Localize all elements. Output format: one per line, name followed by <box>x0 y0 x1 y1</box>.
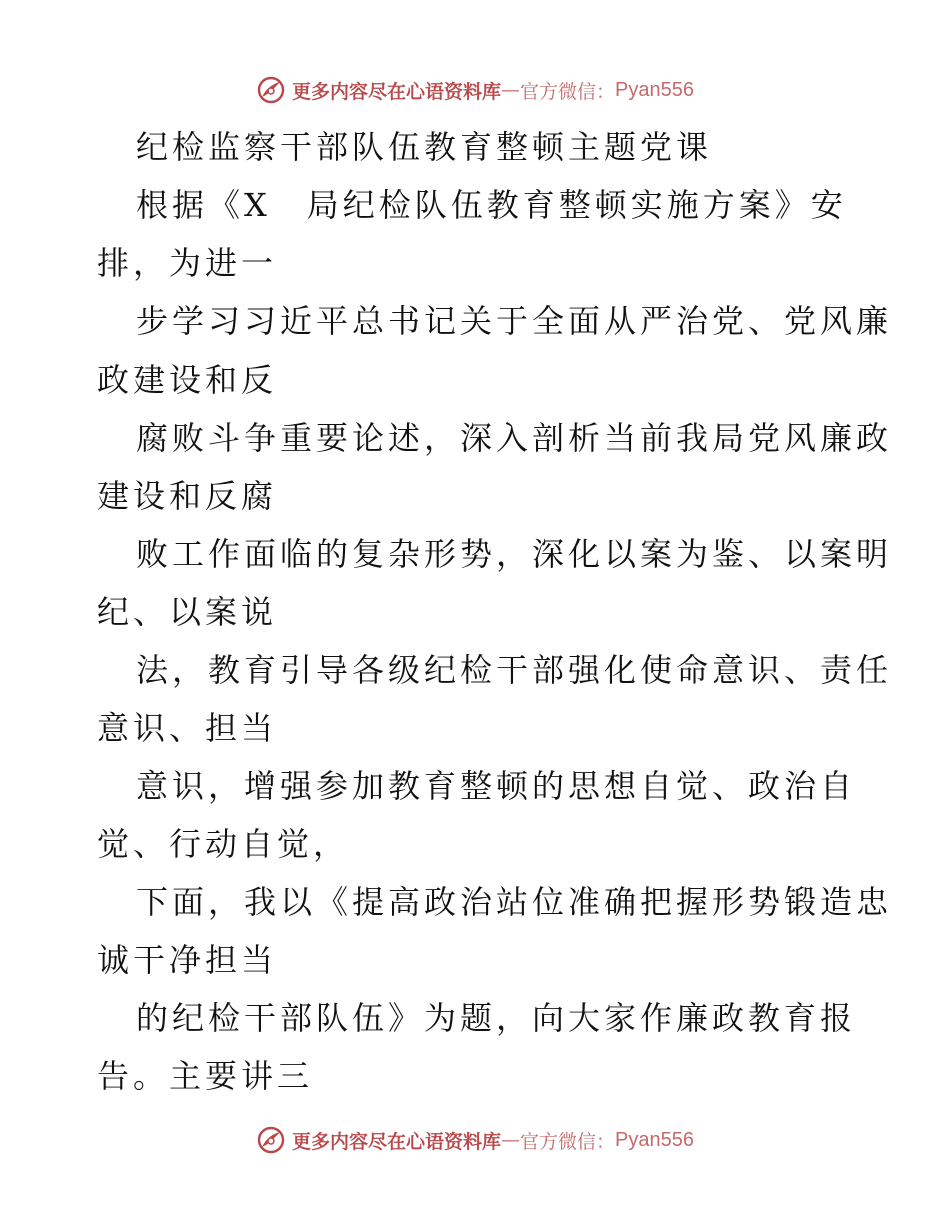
header-banner <box>0 70 950 110</box>
banner-wechat-id: Pyan556 <box>615 78 694 101</box>
banner-wechat-label: 官方微信： <box>520 1130 616 1153</box>
paragraph-line: 意识、担当 <box>97 709 278 747</box>
paragraph-line: 腐败斗争重要论述，深入剖析当前我局党风廉政 <box>136 419 893 457</box>
banner-separator: — <box>501 1129 521 1151</box>
paragraph-line: 法，教育引导各级纪检干部强化使命意识、责任 <box>136 651 893 689</box>
paragraph-line: 根据《X 局纪检队伍教育整顿实施方案》安 <box>136 186 847 224</box>
paragraph-line: 意识，增强参加教育整顿的思想自觉、政治自 <box>136 767 857 805</box>
paragraph-line: 的纪检干部队伍》为题，向大家作廉政教育报 <box>136 999 857 1037</box>
paragraph-line: 败工作面临的复杂形势，深化以案为鉴、以案明 <box>136 535 893 573</box>
banner-wechat-id: Pyan556 <box>615 1128 694 1151</box>
banner-brand-text: 更多内容尽在心语资料库 <box>292 80 502 103</box>
paragraph-line: 纪、以案说 <box>97 593 278 631</box>
pen-logo-icon <box>256 1125 286 1155</box>
pen-logo-icon <box>256 75 286 105</box>
paragraph-line: 告。主要讲三 <box>97 1057 314 1095</box>
paragraph-line: 下面，我以《提高政治站位准确把握形势锻造忠 <box>136 883 893 921</box>
paragraph-line: 觉、行动自觉， <box>97 825 350 863</box>
document-title: 纪检监察干部队伍教育整顿主题党课 <box>136 128 713 166</box>
paragraph-line: 政建设和反 <box>97 361 278 399</box>
paragraph-line: 诚干净担当 <box>97 941 278 979</box>
footer-banner <box>0 1120 950 1160</box>
banner-brand-text: 更多内容尽在心语资料库 <box>292 1130 502 1153</box>
paragraph-line: 排，为进一 <box>97 244 278 282</box>
banner-separator: — <box>501 79 521 101</box>
paragraph-line: 步学习习近平总书记关于全面从严治党、党风廉 <box>136 302 893 340</box>
paragraph-line: 建设和反腐 <box>97 477 278 515</box>
banner-wechat-label: 官方微信： <box>520 80 616 103</box>
